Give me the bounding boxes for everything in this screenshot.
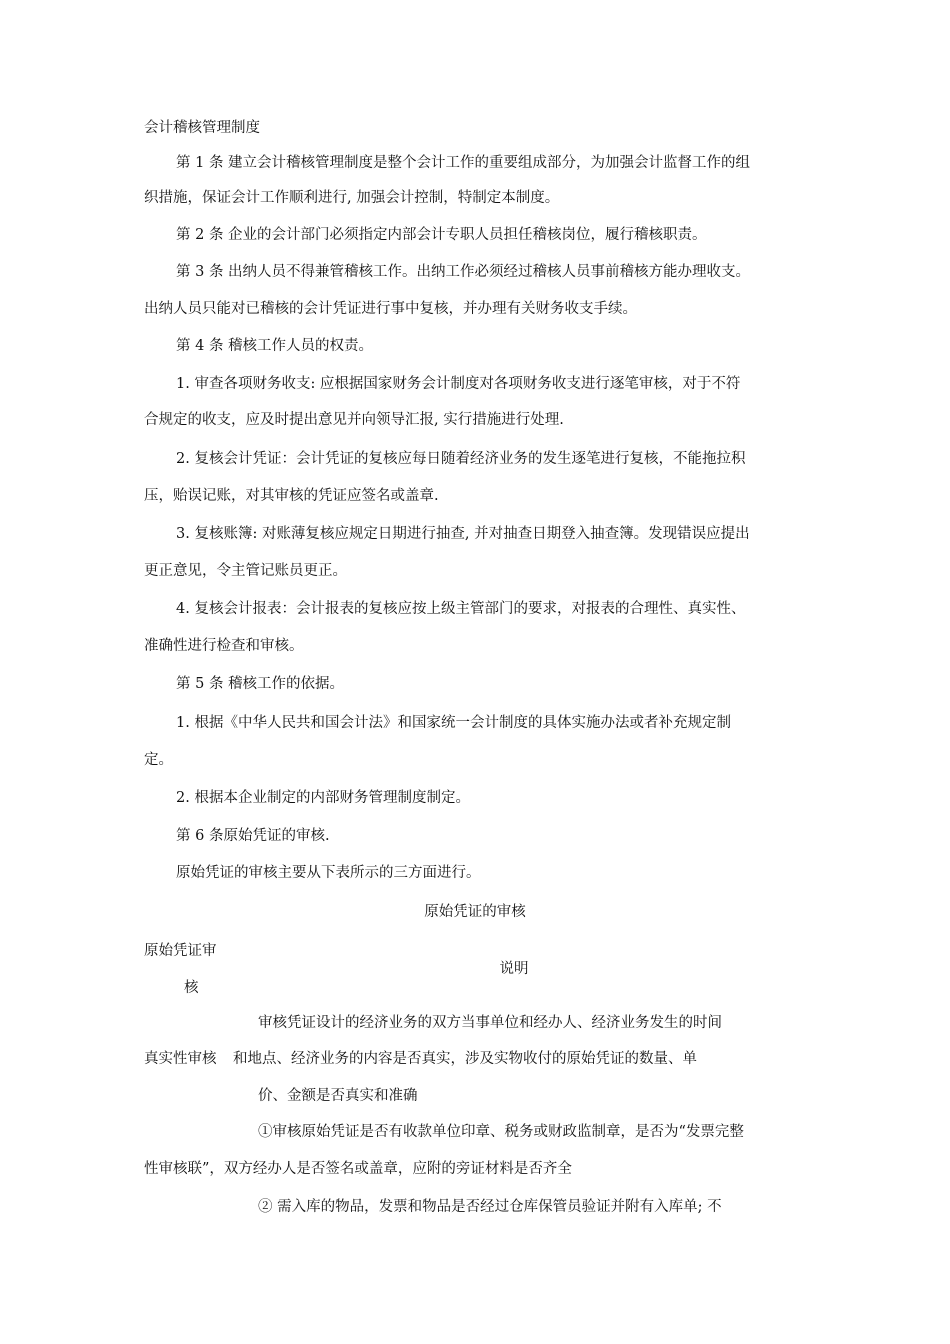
paragraph-line: 2. 根据本企业制定的内部财务管理制度制定。 [176,790,470,806]
table-cell-desc: ② 需入库的物品，发票和物品是否经过仓库保管员验证并附有入库单; 不 [258,1199,722,1215]
paragraph-line: 准确性进行检查和审核。 [144,638,304,654]
paragraph-line: 第 2 条 企业的会计部门必须指定内部会计专职人员担任稽核岗位，履行稽核职责。 [176,227,707,243]
paragraph-line: 合规定的收支，应及时提出意见并向领导汇报, 实行措施进行处理. [144,412,564,428]
paragraph-line: 4. 复核会计报表：会计报表的复核应按上级主管部门的要求，对报表的合理性、真实性、 [176,601,746,617]
paragraph-line: 第 5 条 稽核工作的依据。 [176,676,345,692]
paragraph-line: 2. 复核会计凭证：会计凭证的复核应每日随着经济业务的发生逐笔进行复核，不能拖拉积 [176,451,746,467]
paragraph-line: 定。 [144,752,173,768]
paragraph-line: 出纳人员只能对已稽核的会计凭证进行事中复核，并办理有关财务收支手续。 [144,301,637,317]
paragraph-line: 3. 复核账簿: 对账薄复核应规定日期进行抽查, 并对抽查日期登入抽查簿。发现错误应提出 [176,526,750,542]
table-cell-desc: 价、金额是否真实和准确 [258,1088,418,1104]
paragraph-line: 原始凭证的审核主要从下表所示的三方面进行。 [176,865,481,881]
table-cell-desc: ①审核原始凭证是否有收款单位印章、税务或财政监制章，是否为“发票完整 [258,1124,744,1140]
table-cell-desc: 审核凭证设计的经济业务的双方当事单位和经办人、经济业务发生的时间 [258,1015,722,1031]
table-row-label: 真实性审核 [144,1051,217,1067]
paragraph-line: 织措施，保证会计工作顺利进行, 加强会计控制，特制定本制度。 [144,190,560,206]
paragraph-line: 第 4 条 稽核工作人员的权责。 [176,338,374,354]
table-cell-desc: 和地点、经济业务的内容是否真实，涉及实物收付的原始凭证的数量、单 [233,1051,697,1067]
paragraph-line: 1. 审查各项财务收支: 应根据国家财务会计制度对各项财务收支进行逐笔审核，对于不符 [176,376,741,392]
paragraph-line: 第 1 条 建立会计稽核管理制度是整个会计工作的重要组成部分，为加强会计监督工作的组 [176,155,751,171]
paragraph-line: 第 3 条 出纳人员不得兼管稽核工作。出纳工作必须经过稽核人员事前稽核方能办理收支。 [176,264,751,280]
paragraph-line: 1. 根据《中华人民共和国会计法》和国家统一会计制度的具体实施办法或者补充规定制 [176,715,731,731]
table-header-col1: 原始凭证审 [144,943,217,959]
paragraph-line: 更正意见，令主管记账员更正。 [144,563,347,579]
table-header-col2: 说明 [499,961,529,977]
table-cell-desc: 性审核联”，双方经办人是否签名或盖章，应附的旁证材料是否齐全 [144,1161,572,1177]
table-header-col1-cont: 核 [184,980,199,996]
paragraph-line: 压，贻误记账，对其审核的凭证应签名或盖章. [144,488,439,504]
table-caption: 原始凭证的审核 [424,904,526,920]
paragraph-line: 第 6 条原始凭证的审核. [176,828,330,844]
document-title: 会计稽核管理制度 [144,120,260,136]
